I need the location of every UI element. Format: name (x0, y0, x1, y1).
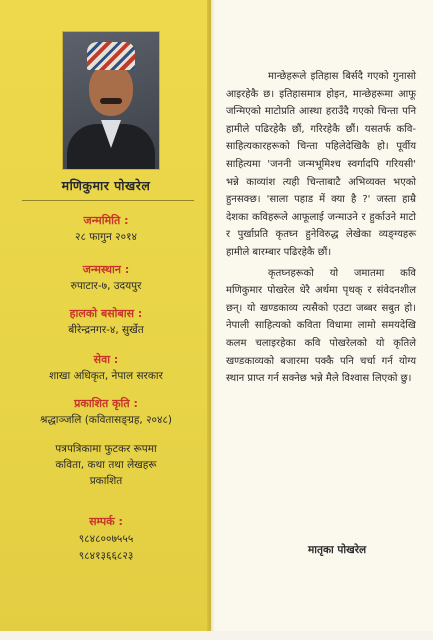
service-value: शाखा अधिकृत, नेपाल सरकार (49, 370, 163, 382)
publications-note-line1: पत्रपत्रिकामा फुटकर रूपमा (55, 443, 157, 455)
birth-place-value: रुपाटार-७, उदयपुर (70, 280, 142, 292)
page-bottom-edge (0, 631, 433, 640)
author-photo (62, 31, 160, 170)
publications-note-line3: प्रकाशित (89, 475, 123, 487)
service-label: सेवा : (93, 353, 119, 366)
divider (22, 200, 194, 201)
review-text (226, 68, 416, 388)
phone-number-1: ९८४८००७५५५ (78, 533, 134, 545)
dhaka-cap-icon (87, 42, 135, 70)
residence-value: बीरेन्द्रनगर-४, सुर्खेत (68, 324, 144, 336)
residence-label: हालको बसोबास : (69, 307, 143, 320)
publications-book: श्रद्धाञ्जलि (कवितासङ्ग्रह, २०४८) (39, 414, 173, 426)
publications-label: प्रकाशित कृति : (74, 397, 138, 410)
birth-place-label: जन्मस्थान : (82, 263, 130, 276)
phone-number-2: ९८४१३६६८२३ (78, 550, 134, 562)
birth-date-value: २८ फागुन २०१४ (75, 231, 137, 243)
contact-label: सम्पर्क : (89, 515, 123, 528)
reviewer-signature: मातृका पोखरेल (308, 544, 367, 556)
birth-date-label: जन्ममिति : (83, 214, 129, 227)
publications-note-line2: कविता, कथा तथा लेखहरू (55, 459, 157, 471)
review-paragraph: मान्छेहरूले इतिहास बिर्सदै गएको गुनासो आइरहेकै छ। इतिहासमात्र होइन, मान्छेहरूमा आफू जन्मिएको माटोप्रति आस्था हराउँदै गएको चिन्ता पनि हामीले पढिरहेकै छौं, गरिरहेकै छौं। यसतर्फ कवि-साहित्यकारहरूको चिन्ता पहिलेदेखिकै हो। पूर्वीय साहित्यमा 'जननी जन्मभूमिश्च स्वर्गादपि गरियसी' भन्ने काव्यांश त्यही चिन्ताबाटै अभिव्यक्त भएको हुनसक्छ। 'साला पहाड में क्या है ?' जस्ता हाम्रै देशका कविहरूले आफूलाई जन्माउने र हुर्काउने माटो र पुर्खाप्रति कृतघ्न हुनेविरुद्ध लेखेका व्यङ्ग्यहरू हामीले बारम्बार पढिरहेकै छौं। (226, 71, 416, 258)
review-paragraph: कृतघ्नहरूको यो जमातमा कवि मणिकुमार पोखरेल धेरै अर्थमा पृथक् र संवेदनशील छन्। यो खण्डकाव्य त्यसैको एउटा जब्बर सबुत हो। नेपाली साहित्यको कविता विधामा लामो समयदेखि कलम चलाइरहेका कवि पोखरेलको यो कृतिले खण्डकाव्यको बजारमा पक्कै पनि चर्चा गर्न योग्य स्थान प्राप्त गर्न सक्नेछ भन्ने मैले विश्वास लिएको छु। (226, 267, 416, 385)
author-name: मणिकुमार पोखरेल (61, 178, 151, 193)
